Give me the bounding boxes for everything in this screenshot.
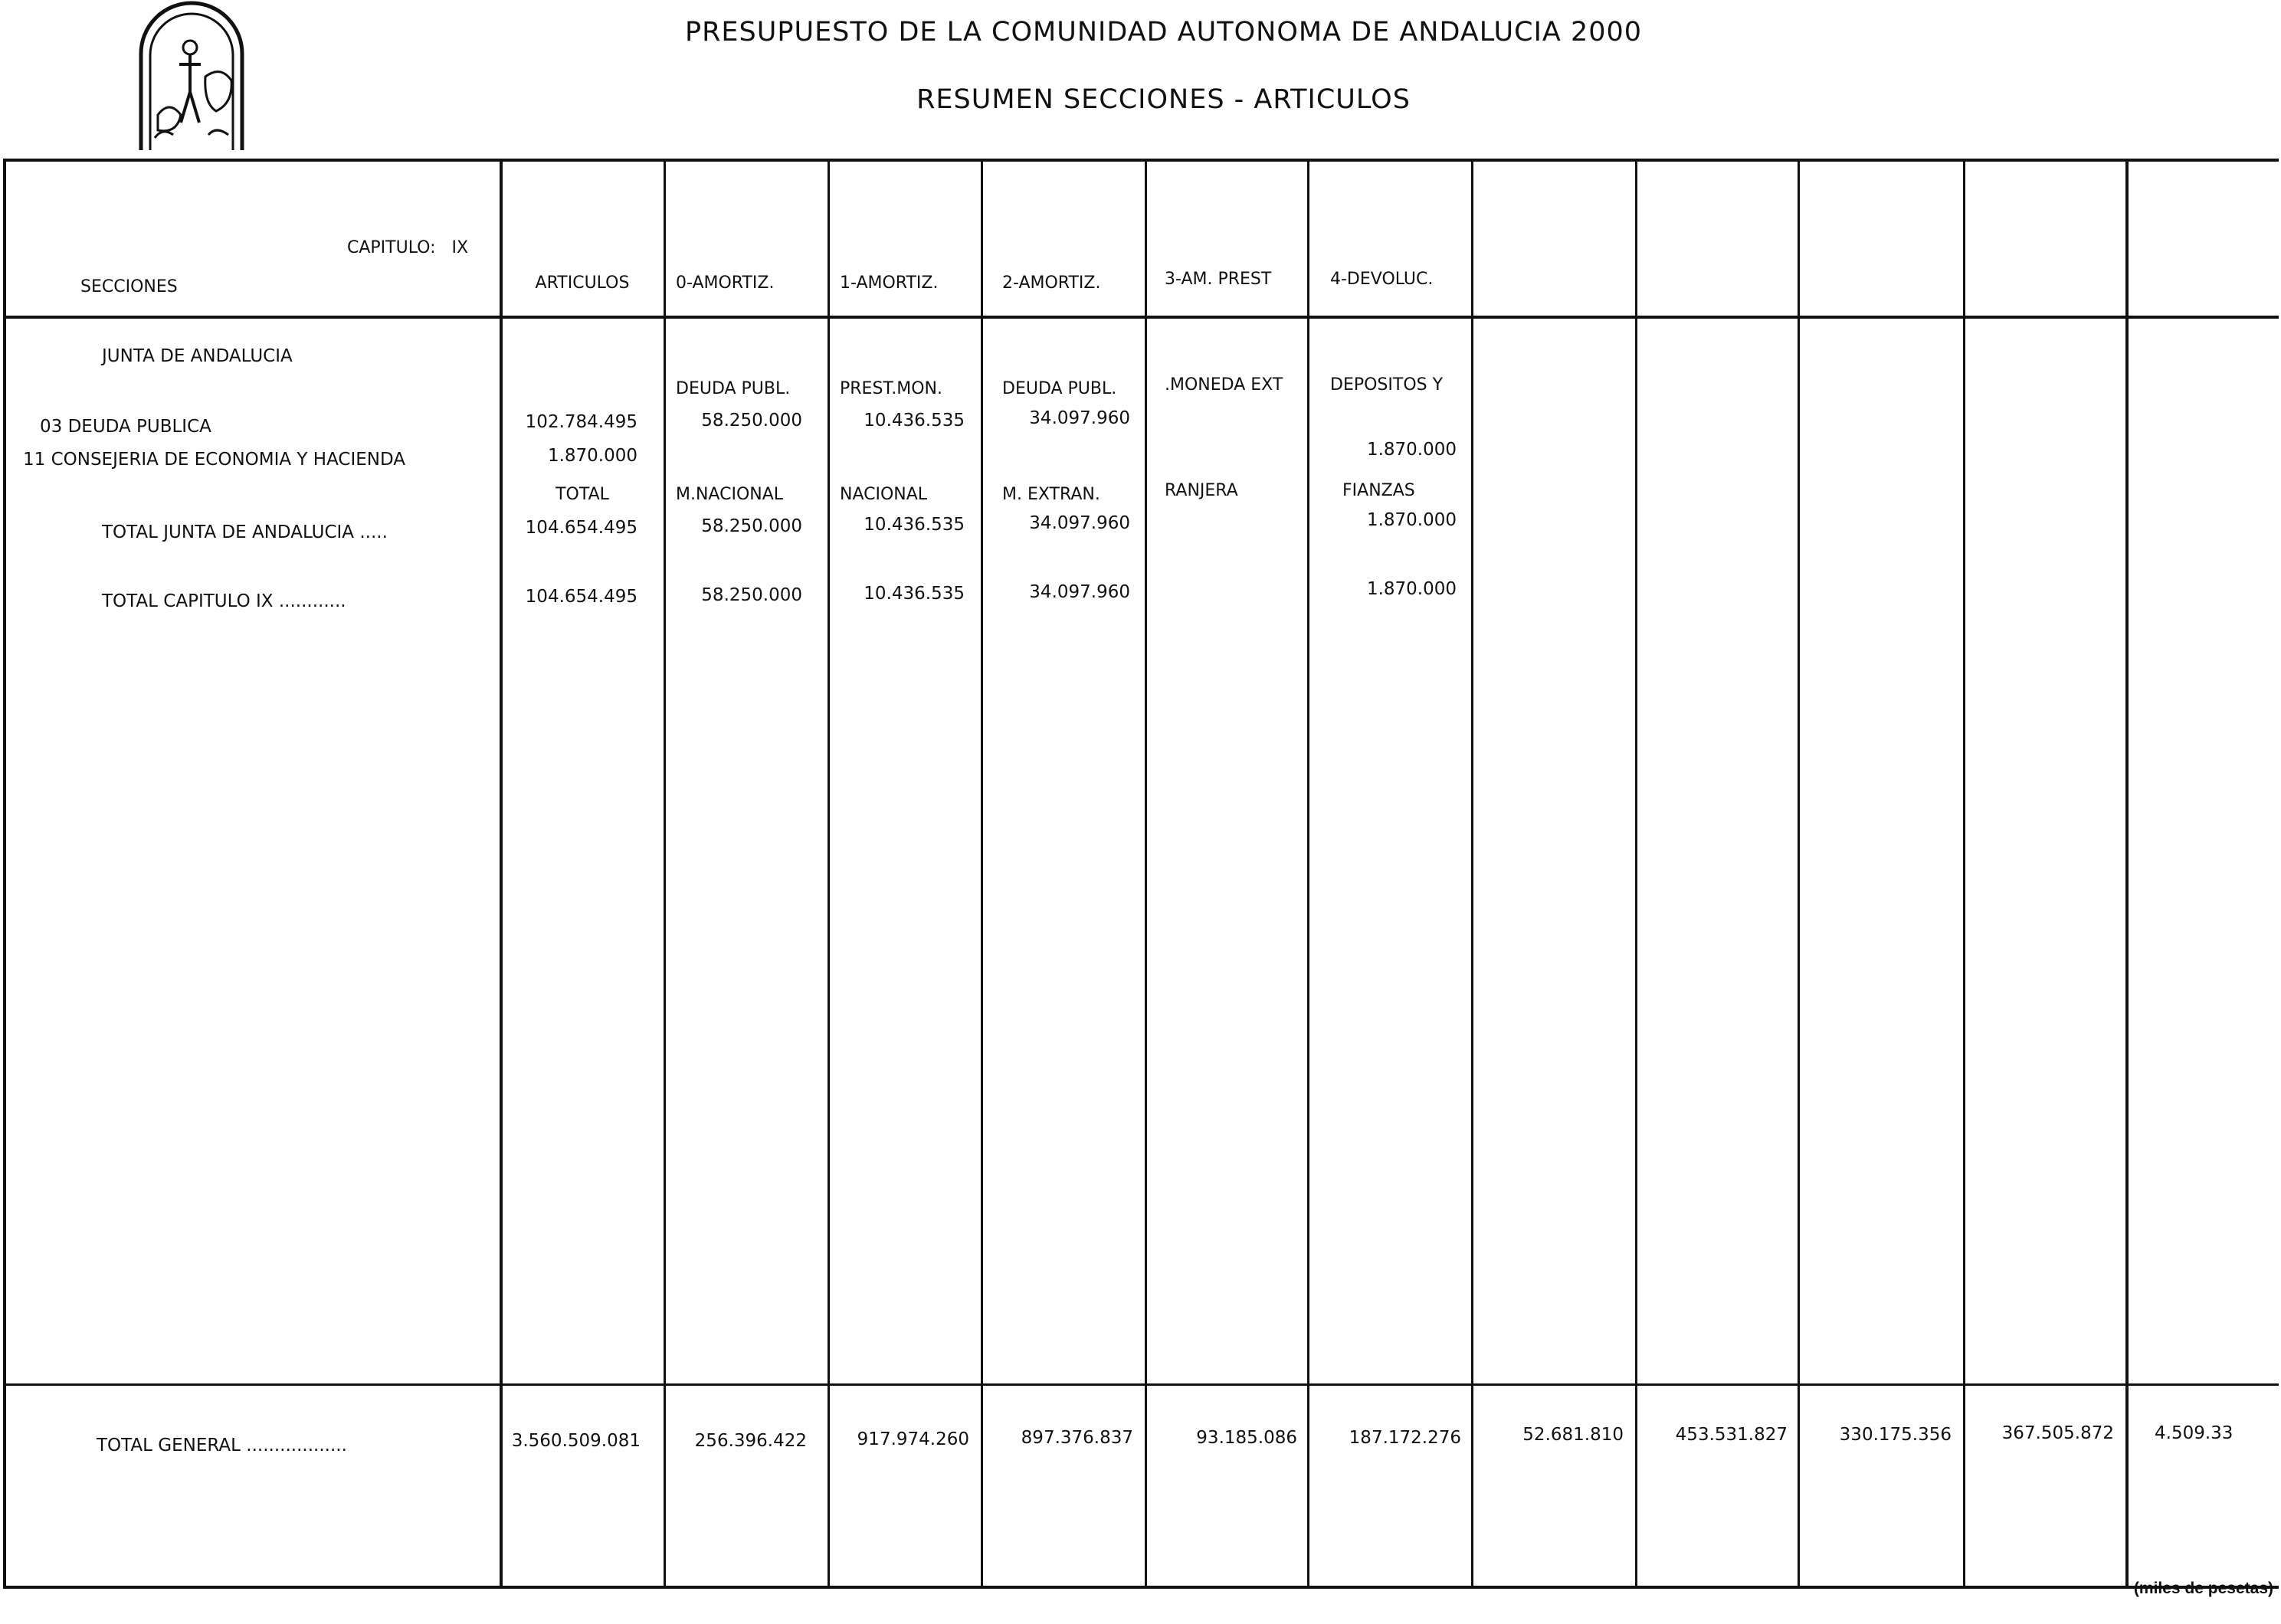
table-top-border [3,159,2279,162]
total-value: 52.681.810 [1522,1425,1624,1445]
column-header-am-prest-moneda-ext: 3-AM. PREST .MONEDA EXT RANJERA [1165,270,1283,500]
column-header-amortiz-deuda-nacional: 0-AMORTIZ. DEUDA PUBL. M.NACIONAL [676,273,791,504]
total-value: 3.560.509.081 [511,1431,641,1451]
total-value: 187.172.276 [1349,1428,1461,1448]
secciones-header: SECCIONES [80,277,178,296]
row-value: 58.250.000 [701,516,802,536]
row-value: 10.436.535 [864,411,965,431]
total-value: 897.376.837 [1021,1428,1133,1448]
column-header-devoluc-depositos: 4-DEVOLUC. DEPOSITOS Y FIANZAS [1330,270,1444,500]
col-divider [1145,159,1147,1589]
row-total: 104.654.495 [525,587,637,607]
row-value: 34.097.960 [1029,513,1130,533]
total-value: 256.396.422 [694,1431,807,1451]
row-value: 1.870.000 [1366,579,1457,599]
row-value: 1.870.000 [1366,440,1457,460]
col-divider [664,159,666,1589]
row-total: 104.654.495 [525,518,637,538]
group-label: JUNTA DE ANDALUCIA [102,346,293,366]
units-note: (miles de pesetas) [2133,1580,2273,1597]
total-general-label: TOTAL GENERAL .................. [97,1436,347,1455]
capitulo-header [326,195,468,301]
col-divider [981,159,983,1589]
row-value: 34.097.960 [1029,582,1130,602]
row-value: 58.250.000 [701,585,802,605]
table-bottom-border [3,1586,2279,1589]
total-row-top-border [3,1383,2279,1386]
total-value: 367.505.872 [2001,1423,2114,1443]
row-value: 10.436.535 [864,515,965,535]
row-label: 03 DEUDA PUBLICA [40,417,211,437]
row-label: 11 CONSEJERIA DE ECONOMIA Y HACIENDA [23,450,406,470]
column-header-amortiz-deuda-extran: 2-AMORTIZ. DEUDA PUBL. M. EXTRAN. [1002,273,1117,504]
header-bottom-border [3,316,2279,319]
row-value: 10.436.535 [864,584,965,604]
total-value: 917.974.260 [857,1429,969,1449]
row-total: 102.784.495 [525,412,637,432]
total-value: 4.509.33 [2155,1423,2233,1443]
capitulo-label: CAPITULO: [346,238,436,257]
table-left-border [3,159,6,1589]
col-divider [2125,159,2129,1589]
column-header-amortiz-prest-nacional: 1-AMORTIZ. PREST.MON. NACIONAL [840,273,942,504]
column-header-articulos: ARTICULOS TOTAL [535,273,630,504]
page-subtitle: RESUMEN SECCIONES - ARTICULOS [916,84,1411,115]
col-divider [828,159,830,1589]
row-total: 1.870.000 [547,446,637,466]
row-label: TOTAL JUNTA DE ANDALUCIA ..... [102,522,388,542]
col-divider [1963,159,1965,1589]
row-value: 1.870.000 [1366,510,1457,530]
total-value: 330.175.356 [1839,1425,1952,1445]
total-value: 93.185.086 [1196,1428,1297,1448]
page-title: PRESUPUESTO DE LA COMUNIDAD AUTONOMA DE ANDALUCIA 2000 [684,17,1643,47]
row-value: 34.097.960 [1029,408,1130,428]
col-divider [500,159,503,1589]
capitulo-value: IX [451,238,469,257]
row-value: 58.250.000 [701,411,802,431]
col-divider [1798,159,1800,1589]
total-value: 453.531.827 [1675,1425,1788,1445]
col-divider [1307,159,1309,1589]
col-divider [1471,159,1473,1589]
col-divider [1635,159,1637,1589]
row-label: TOTAL CAPITULO IX ............ [102,591,346,611]
